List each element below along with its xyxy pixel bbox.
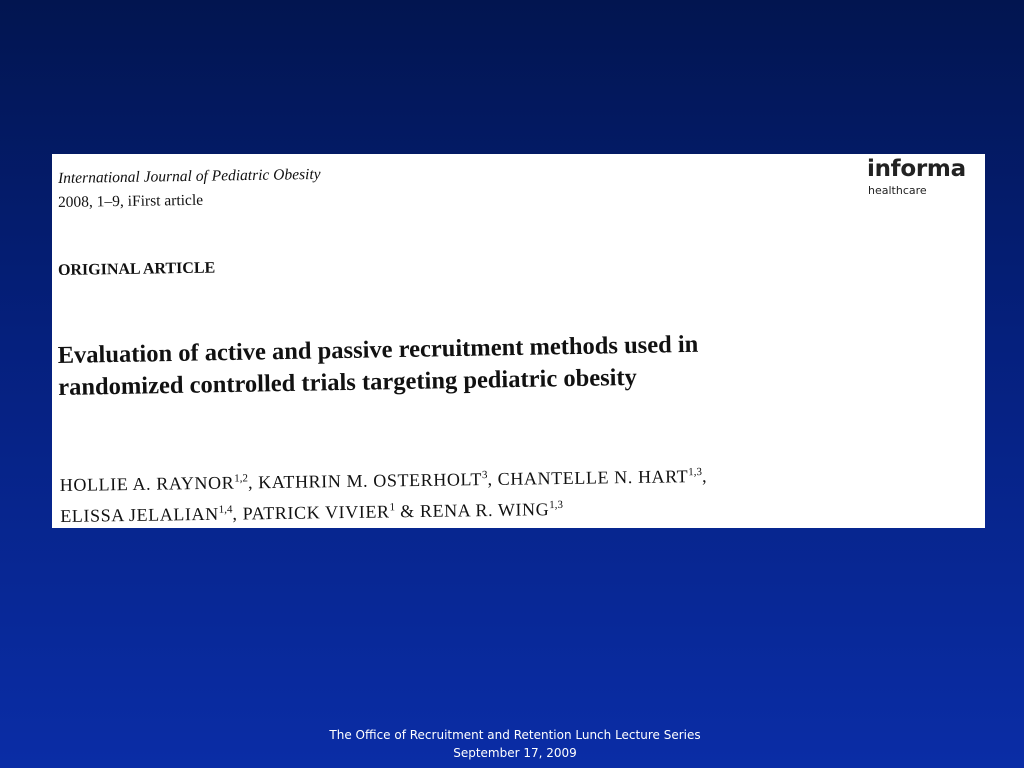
- author-affiliation: 1,3: [549, 498, 564, 512]
- publisher-logo-subtitle: healthcare: [868, 184, 927, 197]
- author-name: KATHRIN M. OSTERHOLT: [258, 469, 483, 493]
- author-affiliation: 1,3: [688, 466, 703, 479]
- footer-date: September 17, 2009: [453, 746, 577, 760]
- author-affiliation: 1,4: [218, 503, 233, 516]
- slide-footer: [0, 726, 1024, 762]
- author-affiliation: 1: [389, 501, 396, 514]
- author-separator: ,: [232, 503, 243, 524]
- author-name: ELISSA JELALIAN: [60, 503, 219, 526]
- article-header-image: [52, 154, 985, 528]
- article-title-line: Evaluation of active and passive recruitment methods used in: [57, 330, 699, 370]
- author-name: CHANTELLE N. HART: [497, 466, 689, 489]
- journal-volume-info: 2008, 1–9, iFirst article: [57, 191, 204, 211]
- author-separator: ,: [487, 468, 498, 490]
- article-title: [57, 325, 938, 404]
- author-separator: ,: [701, 465, 708, 487]
- article-authors: [60, 455, 961, 528]
- article-title-line: randomized controlled trials targeting pediatric obesity: [58, 363, 638, 401]
- author-name: PATRICK VIVIER: [242, 501, 390, 524]
- publisher-logo-wordmark: informa: [867, 156, 966, 182]
- author-affiliation: 3: [481, 469, 488, 482]
- footer-series-title: The Office of Recruitment and Retention Lunch Lecture Series: [329, 728, 701, 742]
- author-name: RENA R. WING: [419, 499, 550, 521]
- author-affiliation: 1,2: [234, 472, 249, 485]
- author-separator: ,: [247, 472, 259, 493]
- journal-name: International Journal of Pediatric Obesity: [57, 165, 321, 187]
- author-separator: &: [394, 500, 421, 522]
- author-name: HOLLIE A. RAYNOR: [59, 472, 235, 496]
- publisher-logo: [867, 156, 971, 200]
- article-type-label: ORIGINAL ARTICLE: [57, 259, 216, 279]
